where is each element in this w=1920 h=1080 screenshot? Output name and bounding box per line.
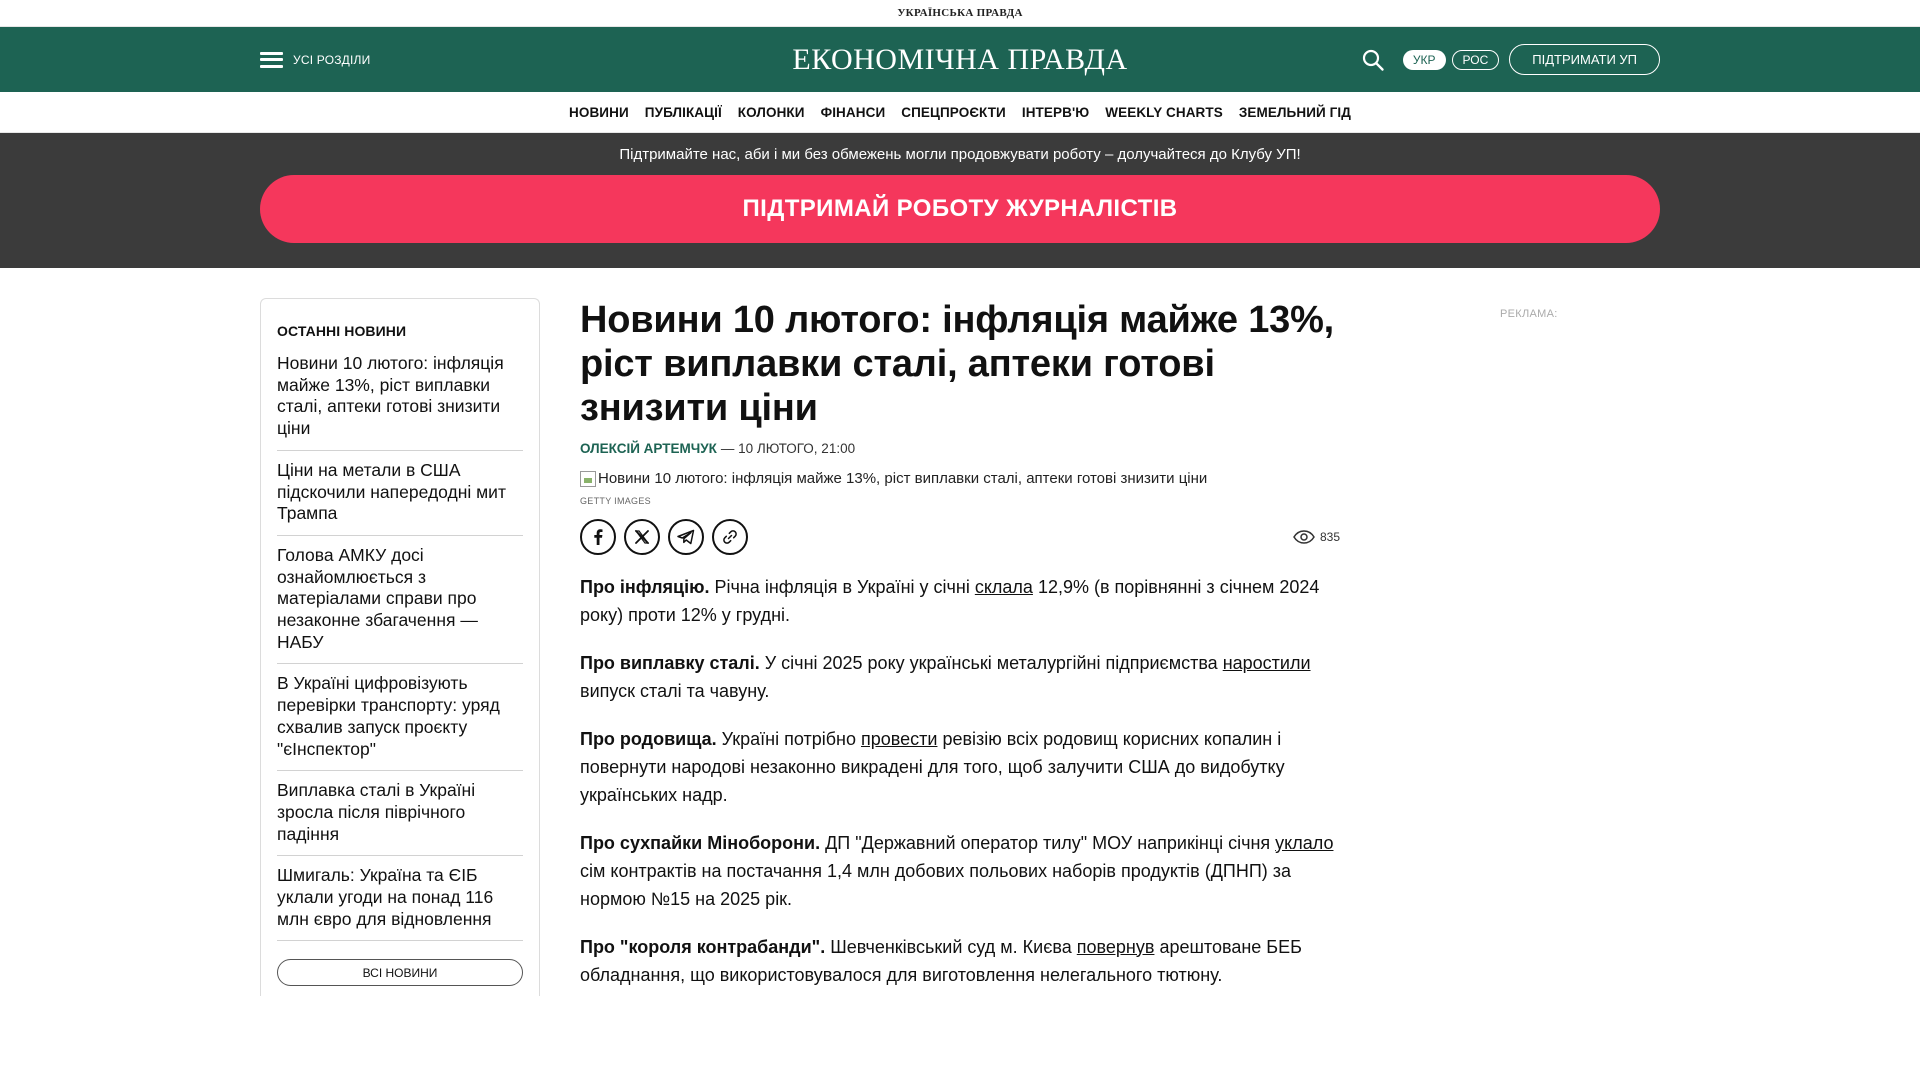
paragraph-text: Річна інфляція в Україні у січні (709, 577, 975, 597)
lang-ros-button[interactable]: РОС (1452, 50, 1500, 70)
photo-credit: GETTY IMAGES (580, 496, 651, 506)
nav-item-weekly-charts[interactable]: WEEKLY CHARTS (1105, 104, 1223, 120)
photo-alt-text: Новини 10 лютого: інфляція майже 13%, ріст виплавки сталі, аптеки готові знизити ціни (598, 470, 1208, 487)
lang-ukr-button[interactable]: УКР (1403, 50, 1446, 70)
nav-item-publications[interactable]: ПУБЛІКАЦІЇ (644, 104, 722, 120)
article-paragraph (580, 725, 1340, 810)
latest-news-item[interactable]: Виплавка сталі в Україні зросла після піврічного падіння (277, 771, 523, 856)
article-byline (580, 441, 1340, 456)
article-headline: Новини 10 лютого: інфляція майже 13%, ріст виплавки сталі, аптеки готові знизити ціни (580, 299, 1335, 429)
paragraph-text: Шевченківський суд м. Києва (825, 936, 1077, 957)
article (580, 298, 1340, 1008)
paragraph-text: У січні 2025 року українські металургійні підприємства (759, 652, 1223, 673)
paragraph-text: сім контрактів на постачання 1,4 млн добових польових наборів продуктів (ДПНП) за нормою №15 на 2025 рік. (580, 860, 1292, 909)
latest-news-item[interactable]: В Україні цифровізують перевірки транспорту: уряд схвалив запуск проєкту "єІнспектор" (277, 664, 523, 771)
nav-item-interview[interactable]: ІНТЕРВ'Ю (1021, 104, 1090, 120)
article-link[interactable]: повернув (1076, 936, 1155, 957)
main-content (0, 268, 1920, 996)
latest-news-item[interactable]: Голова АМКУ досі ознайомлюється з матеріалами справи про незаконне збагачення — НАБУ (277, 536, 523, 665)
all-news-button[interactable]: ВСІ НОВИНИ (277, 959, 523, 986)
article-link[interactable]: уклало (1275, 832, 1334, 853)
telegram-icon (677, 529, 695, 545)
article-link[interactable]: провести (861, 728, 938, 749)
article-paragraph (580, 649, 1340, 705)
support-promo-banner (0, 133, 1920, 268)
nav-item-news[interactable]: НОВИНИ (569, 104, 629, 120)
paragraph-text: 12,9% (в порівнянні з січнем 2024 року) проти 12% у грудні. (580, 577, 1320, 626)
article-link[interactable]: наростили (1222, 652, 1311, 673)
paragraph-lead: Про родовища. (580, 728, 717, 749)
support-journalists-button[interactable]: ПІДТРИМАЙ РОБОТУ ЖУРНАЛІСТІВ (260, 175, 1660, 243)
copy-link-button[interactable] (712, 519, 748, 555)
nav-item-finance[interactable]: ФІНАНСИ (820, 104, 886, 120)
paragraph-lead: Про виплавку сталі. (580, 652, 760, 673)
latest-news-sidebar (260, 298, 540, 996)
view-count-value: 835 (1319, 530, 1340, 544)
link-icon (722, 529, 738, 545)
category-nav (0, 92, 1920, 133)
site-header (0, 27, 1920, 92)
top-strip (0, 0, 1920, 27)
site-logo[interactable]: ЕКОНОМІЧНА ПРАВДА (792, 42, 1128, 76)
nav-item-columns[interactable]: КОЛОНКИ (737, 104, 805, 120)
article-paragraph (580, 573, 1340, 629)
hamburger-icon (260, 52, 283, 68)
all-sections-label: УСІ РОЗДІЛИ (293, 52, 371, 67)
nav-item-special-projects[interactable]: СПЕЦПРОЄКТИ (901, 104, 1006, 120)
up-logo[interactable]: УКРАЇНСЬКА ПРАВДА (897, 7, 1023, 19)
article-photo (580, 470, 1340, 487)
article-link[interactable]: склала (974, 577, 1033, 597)
publish-date: — 10 ЛЮТОГО, 21:00 (720, 441, 856, 456)
article-body (580, 573, 1340, 989)
x-share-button[interactable] (624, 519, 660, 555)
paragraph-lead: Про "короля контрабанди". (580, 936, 826, 957)
latest-news-item[interactable]: Шмигаль: Україна та ЄІБ уклали угоди на понад 116 млн євро для відновлення (277, 856, 523, 941)
broken-image-icon (580, 471, 596, 487)
paragraph-text: арештоване БЕБ обладнання, що використовувалося для виготовлення нелегального тютюну. (580, 936, 1302, 985)
support-up-button[interactable]: ПІДТРИМАТИ УП (1509, 44, 1660, 75)
promo-text: Підтримайте нас, аби і ми без обмежень могли продовжувати роботу – долучайтеся до Клубу УП! (619, 146, 1301, 163)
share-row (580, 519, 1340, 555)
paragraph-text: ДП "Державний оператор тилу" МОУ наприкінці січня (820, 832, 1276, 853)
paragraph-text: випуск сталі та чавуну. (580, 681, 770, 701)
paragraph-text: Україні потрібно (716, 728, 861, 749)
x-icon (634, 529, 650, 545)
nav-item-land-guide[interactable]: ЗЕМЕЛЬНИЙ ГІД (1238, 104, 1351, 120)
article-paragraph (580, 933, 1340, 989)
author-link[interactable]: ОЛЕКСІЙ АРТЕМЧУК (580, 441, 717, 456)
search-icon[interactable] (1361, 48, 1385, 72)
telegram-share-button[interactable] (668, 519, 704, 555)
sidebar-title: ОСТАННІ НОВИНИ (277, 323, 407, 339)
view-count (1293, 530, 1340, 544)
facebook-icon (590, 528, 606, 546)
all-sections-menu-button[interactable] (260, 52, 370, 68)
article-paragraph (580, 829, 1340, 914)
facebook-share-button[interactable] (580, 519, 616, 555)
latest-news-item[interactable]: Новини 10 лютого: інфляція майже 13%, ріст виплавки сталі, аптеки готові знизити ціни (277, 353, 523, 451)
paragraph-text: ревізію всіх родовищ корисних копалин і повернути народові незаконно викрадені для того, щоб залучити США до видобутку українських надр. (580, 728, 1285, 805)
eye-icon (1293, 530, 1315, 544)
paragraph-lead: Про сухпайки Міноборони. (580, 832, 821, 853)
paragraph-lead: Про інфляцію. (580, 577, 710, 597)
ad-label: РЕКЛАМА: (1500, 308, 1558, 320)
latest-news-item[interactable]: Ціни на метали в США підскочили напередодні мит Трампа (277, 451, 523, 536)
